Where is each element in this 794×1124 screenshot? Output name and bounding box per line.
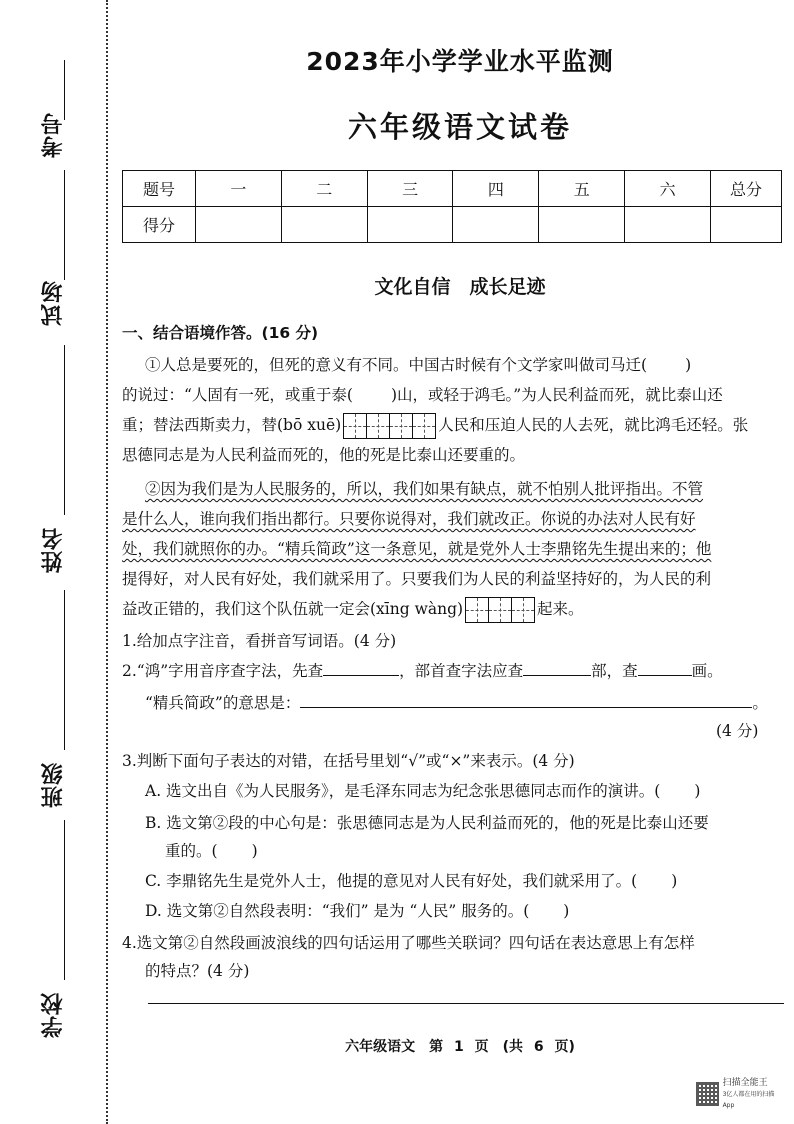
fold-line xyxy=(106,0,108,1124)
score-cell[interactable] xyxy=(539,207,625,243)
question-4-line-2: 的特点？(4 分) xyxy=(145,962,250,980)
score-cell[interactable] xyxy=(367,207,453,243)
qr-code-icon xyxy=(696,1082,719,1106)
class-label: 班级 xyxy=(41,762,66,808)
section-1-heading: 一、结合语境作答。(16 分) xyxy=(122,324,319,342)
score-col-6: 六 xyxy=(625,171,711,207)
pinyin-writing-grid[interactable] xyxy=(343,413,436,439)
passage-1-line-4: 思德同志是为人民利益而死的，他的死是比泰山还要重的。 xyxy=(122,446,526,464)
question-4: 4.选文第②自然段画波浪线的四句话运用了哪些关联词？四句话在表达意思上有怎样 xyxy=(122,934,695,952)
question-number-label: 题号 xyxy=(123,171,196,207)
exam-room-label: 试场 xyxy=(41,280,66,326)
section-theme: 文化自信 成长足迹 xyxy=(374,276,546,298)
score-label: 得分 xyxy=(123,207,196,243)
score-cell[interactable] xyxy=(453,207,539,243)
question-1: 1.给加点字注音，看拼音写词语。(4 分) xyxy=(122,632,397,650)
question-3-b: B. 选文第②段的中心句是：张思德同志是为人民利益而死的，他的死是比泰山还要 xyxy=(145,814,709,832)
name-label: 姓名 xyxy=(41,527,66,573)
question-3-a: A. 选文出自《为人民服务》，是毛泽东同志为纪念张思德同志而作的演讲。( ) xyxy=(145,782,701,800)
watermark-app-name: 扫描全能王 xyxy=(722,1077,768,1088)
exam-number-label: 考号 xyxy=(41,112,66,158)
question-3-b-line-2: 重的。( ) xyxy=(165,842,258,860)
score-cell[interactable] xyxy=(281,207,367,243)
school-line xyxy=(64,820,65,980)
watermark-tagline: 3亿人都在用的扫描App xyxy=(722,1090,775,1109)
page-footer: 六年级语文 第 1 页 (共 6 页) xyxy=(345,1039,575,1055)
exam-title: 2023年小学学业水平监测 xyxy=(306,47,614,76)
exam-room-line xyxy=(64,170,65,280)
passage-2-line-1: ②因为我们是为人民服务的，所以，我们如果有缺点，就不怕别人批评指出。不管 xyxy=(145,480,704,498)
question-3-c: C. 李鼎铭先生是党外人士，他提的意见对人民有好处，我们就采用了。( ) xyxy=(145,872,678,890)
question-2-line-2: “精兵简政”的意思是： 。 xyxy=(145,688,768,718)
answer-line[interactable] xyxy=(148,1003,784,1004)
score-table xyxy=(122,170,782,243)
total-score-cell[interactable] xyxy=(711,207,782,243)
passage-2-line-4: 提得好，对人民有好处，我们就采用了。只要我们为人民的利益坚持好的，为人民的利 xyxy=(122,570,712,588)
score-table-score-row xyxy=(123,207,782,243)
score-table-header-row xyxy=(123,171,782,207)
answer-blank[interactable] xyxy=(300,689,752,708)
passage-2-line-2: 是什么人，谁向我们指出都行。只要你说得对，我们就改正。你说的办法对人民有好 xyxy=(122,510,696,528)
score-cell[interactable] xyxy=(625,207,711,243)
total-score-label: 总分 xyxy=(711,171,782,207)
answer-blank[interactable] xyxy=(323,657,399,676)
pinyin-writing-grid[interactable] xyxy=(465,597,535,623)
exam-number-line xyxy=(64,60,65,120)
passage-2-line-3: 处，我们就照你的办。“精兵简政”这一条意见，就是党外人士李鼎铭先生提出来的；他 xyxy=(122,540,712,558)
score-col-3: 三 xyxy=(367,171,453,207)
class-line xyxy=(64,590,65,750)
score-col-5: 五 xyxy=(539,171,625,207)
scanner-watermark xyxy=(696,1077,782,1109)
exam-subtitle: 六年级语文试卷 xyxy=(347,110,572,144)
score-col-1: 一 xyxy=(196,171,282,207)
question-3: 3.判断下面句子表达的对错，在括号里划“√”或“×”来表示。(4 分) xyxy=(122,752,575,770)
score-col-2: 二 xyxy=(281,171,367,207)
passage-1-line-2: 的说过：“人固有一死，或重于泰( )山，或轻于鸿毛。”为人民利益而死，就比泰山还 xyxy=(122,386,723,404)
question-2-score: (4 分) xyxy=(716,722,759,740)
passage-1-line-1: ①人总是要死的，但死的意义有不同。中国古时候有个文学家叫做司马迁( ) xyxy=(145,356,692,374)
score-col-4: 四 xyxy=(453,171,539,207)
score-cell[interactable] xyxy=(196,207,282,243)
school-label: 学校 xyxy=(41,992,66,1038)
name-line xyxy=(64,345,65,515)
passage-2-line-5: 益改正错的，我们这个队伍就一定会(xīng wàng) 起来。 xyxy=(122,594,584,624)
answer-blank[interactable] xyxy=(523,657,591,676)
question-2: 2.“鸿”字用音序查字法，先查 ，部首查字法应查 部，查 画。 xyxy=(122,656,723,686)
question-3-d: D. 选文第②自然段表明：“我们” 是为 “人民” 服务的。( ) xyxy=(145,902,570,920)
answer-blank[interactable] xyxy=(638,657,692,676)
passage-1-line-3: 重；替法西斯卖力，替(bō xuē) 人民和压迫人民的人去死，就比鸿毛还轻。张 xyxy=(122,410,748,440)
